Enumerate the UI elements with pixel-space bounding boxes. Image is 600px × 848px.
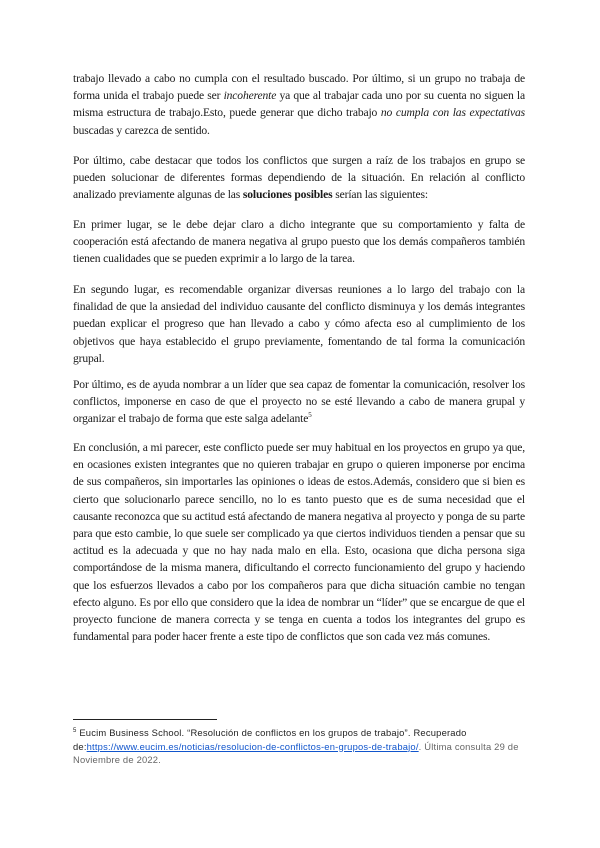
paragraph-solutions-intro bbox=[73, 152, 525, 204]
text-run: trabajo llevado a cabo no cumpla con el resultado buscado. Por último, si un grupo no trabaja de forma unida el trabajo puede ser bbox=[73, 72, 525, 103]
italic-phrase-expectativas: no cumpla con las expectativas bbox=[380, 106, 525, 120]
footnote bbox=[73, 726, 533, 767]
paragraph-second-solution: En segundo lugar, es recomendable organizar diversas reuniones a lo largo del trabajo con la finalidad de que la ansiedad del individuo causante del conflicto disminuya y los demás integrantes puedan explicar el progreso que han llevado a cabo y cómo afecta eso al cumplimiento de los objetivos que haya establecido el grupo previamente, fomentando de tal forma la comunicación grupal. bbox=[73, 283, 525, 365]
footnote-reference[interactable]: 5 bbox=[308, 411, 312, 420]
footnote-separator bbox=[73, 719, 217, 720]
text-run: Por último, es de ayuda nombrar a un líder que sea capaz de fomentar la comunicación, resolver los conflictos, imponerse en caso de que el proyecto no se esté llevando a cabo de manera grupal y organizar el trabajo de forma que este salga adelante bbox=[73, 378, 525, 426]
footnote-source: Eucim Business School. “Resolución de conflictos en los grupos de trabajo”. Recuperado de: bbox=[73, 727, 467, 752]
text-run: buscadas y carezca de sentido. bbox=[73, 123, 210, 137]
italic-term-incoherente: incoherente bbox=[223, 89, 277, 103]
paragraph-third-solution bbox=[73, 376, 525, 428]
footnote-link[interactable]: https://www.eucim.es/noticias/resolucion-de-conflictos-en-grupos-de-trabajo/ bbox=[86, 740, 419, 752]
footnote-number: 5 bbox=[73, 727, 77, 734]
text-run: serían las siguientes: bbox=[332, 188, 428, 202]
text-run: Por último, cabe destacar que todos los conflictos que surgen a raíz de los trabajos en grupo se pueden solucionar de diferentes formas dependiendo de la situación. En relación al conflicto analizado previamente algunas de las bbox=[73, 154, 525, 202]
paragraph-first-solution: En primer lugar, se le debe dejar claro a dicho integrante que su comportamiento y falta de cooperación está afectando de manera negativa al grupo puesto que los demás compañeros también tienen cualidades que se pueden exprimir a lo largo de la tarea. bbox=[73, 218, 525, 266]
footnote-consulted-date: . Última consulta 29 de Noviembre de 2022. bbox=[73, 740, 519, 766]
text-run: ya que al trabajar cada uno por su cuenta no siguen la misma estructura de trabajo.Esto, puede generar que dicho trabajo bbox=[73, 89, 525, 120]
paragraph-intro-continuation bbox=[73, 70, 525, 139]
bold-term-soluciones: soluciones posibles bbox=[242, 188, 333, 202]
paragraph-conclusion: En conclusión, a mi parecer, este conflicto puede ser muy habitual en los proyectos en grupo ya que, en ocasiones existen integrantes que no quieren trabajar en grupo o quieren imponerse por encima de sus compañeros, sin importarles las opiniones o ideas de estos.Además, considero que si bien es cierto que solucionarlo parece sencillo, no lo es tanto puesto que es de suma necesidad que el causante reconozca que su actitud está afectando de manera negativa al proyecto y ponga de su parte para que esto cambie, lo que suele ser complicado ya que ciertos individuos tienden a pensar que su actitud es la adecuada y que no hay nada malo en ella. Esto, ocasiona que dicha persona siga comportándose de la misma manera, dificultando el correcto funcionamiento del grupo y haciendo que los esfuerzos llevados a cabo por los compañeros para que dicha situación cambie no tengan efecto alguno. Es por ello que considero que la idea de nombrar un “líder” que se encargue de que el proyecto funcione de manera correcta y se tenga en cuenta a todos los integrantes del grupo es fundamental para poder hacer frente a este tipo de conflictos que son cada vez más comunes. bbox=[73, 441, 525, 644]
